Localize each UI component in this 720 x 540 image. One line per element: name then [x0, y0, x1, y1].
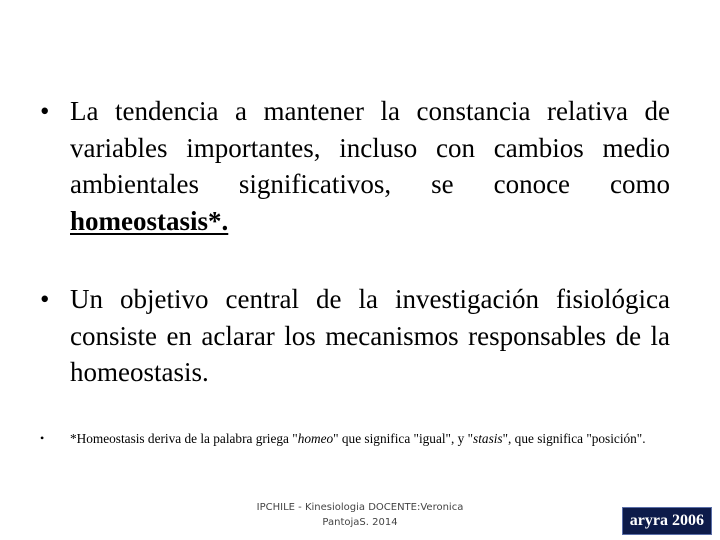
- etymology-part-3: ", que significa "posición".: [502, 431, 646, 446]
- definition-text: La tendencia a mantener la constancia relativa de variables importantes, incluso con cambios medio ambientales significativos, se conoce como: [70, 96, 670, 199]
- bullet-marker: •: [40, 284, 50, 314]
- bullet-etymology-note: [40, 428, 670, 449]
- etymology-part-1: *Homeostasis deriva de la palabra griega ": [70, 431, 298, 446]
- bullet-text: Un objetivo central de la investigación fisiológica consiste en aclarar los mecanismos responsables de la homeostasis.: [70, 284, 670, 387]
- bullet-research-objective: [40, 281, 670, 391]
- term-homeo: homeo: [297, 431, 334, 446]
- term-stasis: stasis: [473, 431, 503, 446]
- bullet-marker: •: [40, 96, 50, 126]
- bullet-text: [70, 93, 670, 239]
- bullet-homeostasis-definition: [40, 93, 670, 239]
- slide-footer: [240, 500, 480, 530]
- author-badge: aryra 2006: [622, 507, 712, 535]
- etymology-part-2: " que significa "igual", y ": [333, 431, 474, 446]
- etymology-text: [70, 428, 670, 449]
- homeostasis-keyword: homeostasis*.: [70, 205, 229, 236]
- footer-line-1: IPCHILE - Kinesiologia DOCENTE:Veronica: [256, 502, 464, 513]
- footer-line-2: PantojaS. 2014: [322, 517, 398, 528]
- bullet-marker: •: [40, 431, 45, 445]
